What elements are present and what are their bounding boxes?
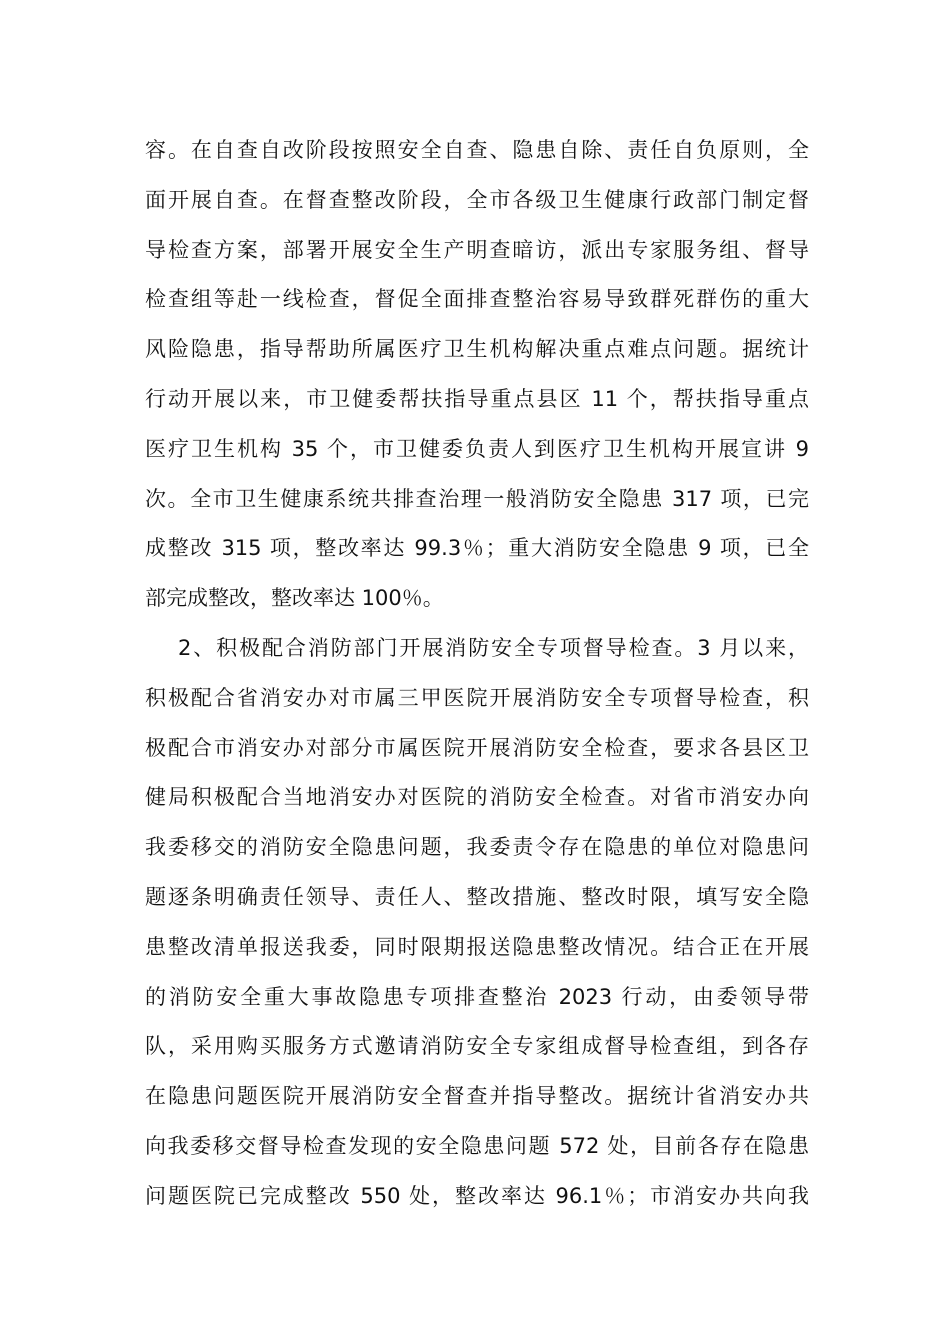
text-line: 部完成整改，整改率达 100％。 xyxy=(145,586,444,611)
text-line: 健局积极配合当地消安办对医院的消防安全检查。对省市消安办向 xyxy=(145,785,809,810)
text-line: 题逐条明确责任领导、责任人、整改措施、整改时限，填写安全隐 xyxy=(145,885,809,909)
text-line: 极配合市消安办对部分市属医院开展消防安全检查，要求各县区卫 xyxy=(145,735,809,760)
text-line: 问题医院已完成整改 550 处，整改率达 96.1％；市消安办共向我 xyxy=(145,1183,809,1208)
text-line: 次。全市卫生健康系统共排查治理一般消防安全隐患 317 项，已完 xyxy=(145,486,809,511)
text-line: 导检查方案，部署开展安全生产明查暗访，派出专家服务组、督导 xyxy=(145,237,809,262)
paragraph-heading-line: 2、积极配合消防部门开展消防安全专项督导检查。3 月以来， xyxy=(178,636,809,660)
text-line: 检查组等赴一线检查，督促全面排查整治容易导致群死群伤的重大 xyxy=(145,287,809,312)
text-line: 行动开展以来，市卫健委帮扶指导重点县区 11 个，帮扶指导重点 xyxy=(145,387,809,411)
text-line: 向我委移交督导检查发现的安全隐患问题 572 处，目前各存在隐患 xyxy=(145,1134,809,1158)
text-line: 我委移交的消防安全隐患问题，我委责令存在隐患的单位对隐患问 xyxy=(145,835,809,860)
text-line: 患整改清单报送我委，同时限期报送隐患整改情况。结合正在开展 xyxy=(145,934,809,959)
text-line: 积极配合省消安办对市属三甲医院开展消防安全专项督导检查，积 xyxy=(145,685,809,710)
text-line: 队，采用购买服务方式邀请消防安全专家组成督导检查组，到各存 xyxy=(145,1034,809,1059)
text-line: 面开展自查。在督查整改阶段，全市各级卫生健康行政部门制定督 xyxy=(145,187,809,212)
text-line: 风险隐患，指导帮助所属医疗卫生机构解决重点难点问题。据统计 xyxy=(145,337,809,362)
text-line: 容。在自查自改阶段按照安全自查、隐患自除、责任自负原则，全 xyxy=(145,138,809,162)
text-line: 的消防安全重大事故隐患专项排查整治 2023 行动，由委领导带 xyxy=(145,984,809,1009)
text-line: 在隐患问题医院开展消防安全督查并指导整改。据统计省消安办共 xyxy=(145,1084,809,1109)
text-line: 成整改 315 项，整改率达 99.3％；重大消防安全隐患 9 项，已全 xyxy=(145,536,809,561)
text-line: 医疗卫生机构 35 个，市卫健委负责人到医疗卫生机构开展宣讲 9 xyxy=(145,436,809,461)
